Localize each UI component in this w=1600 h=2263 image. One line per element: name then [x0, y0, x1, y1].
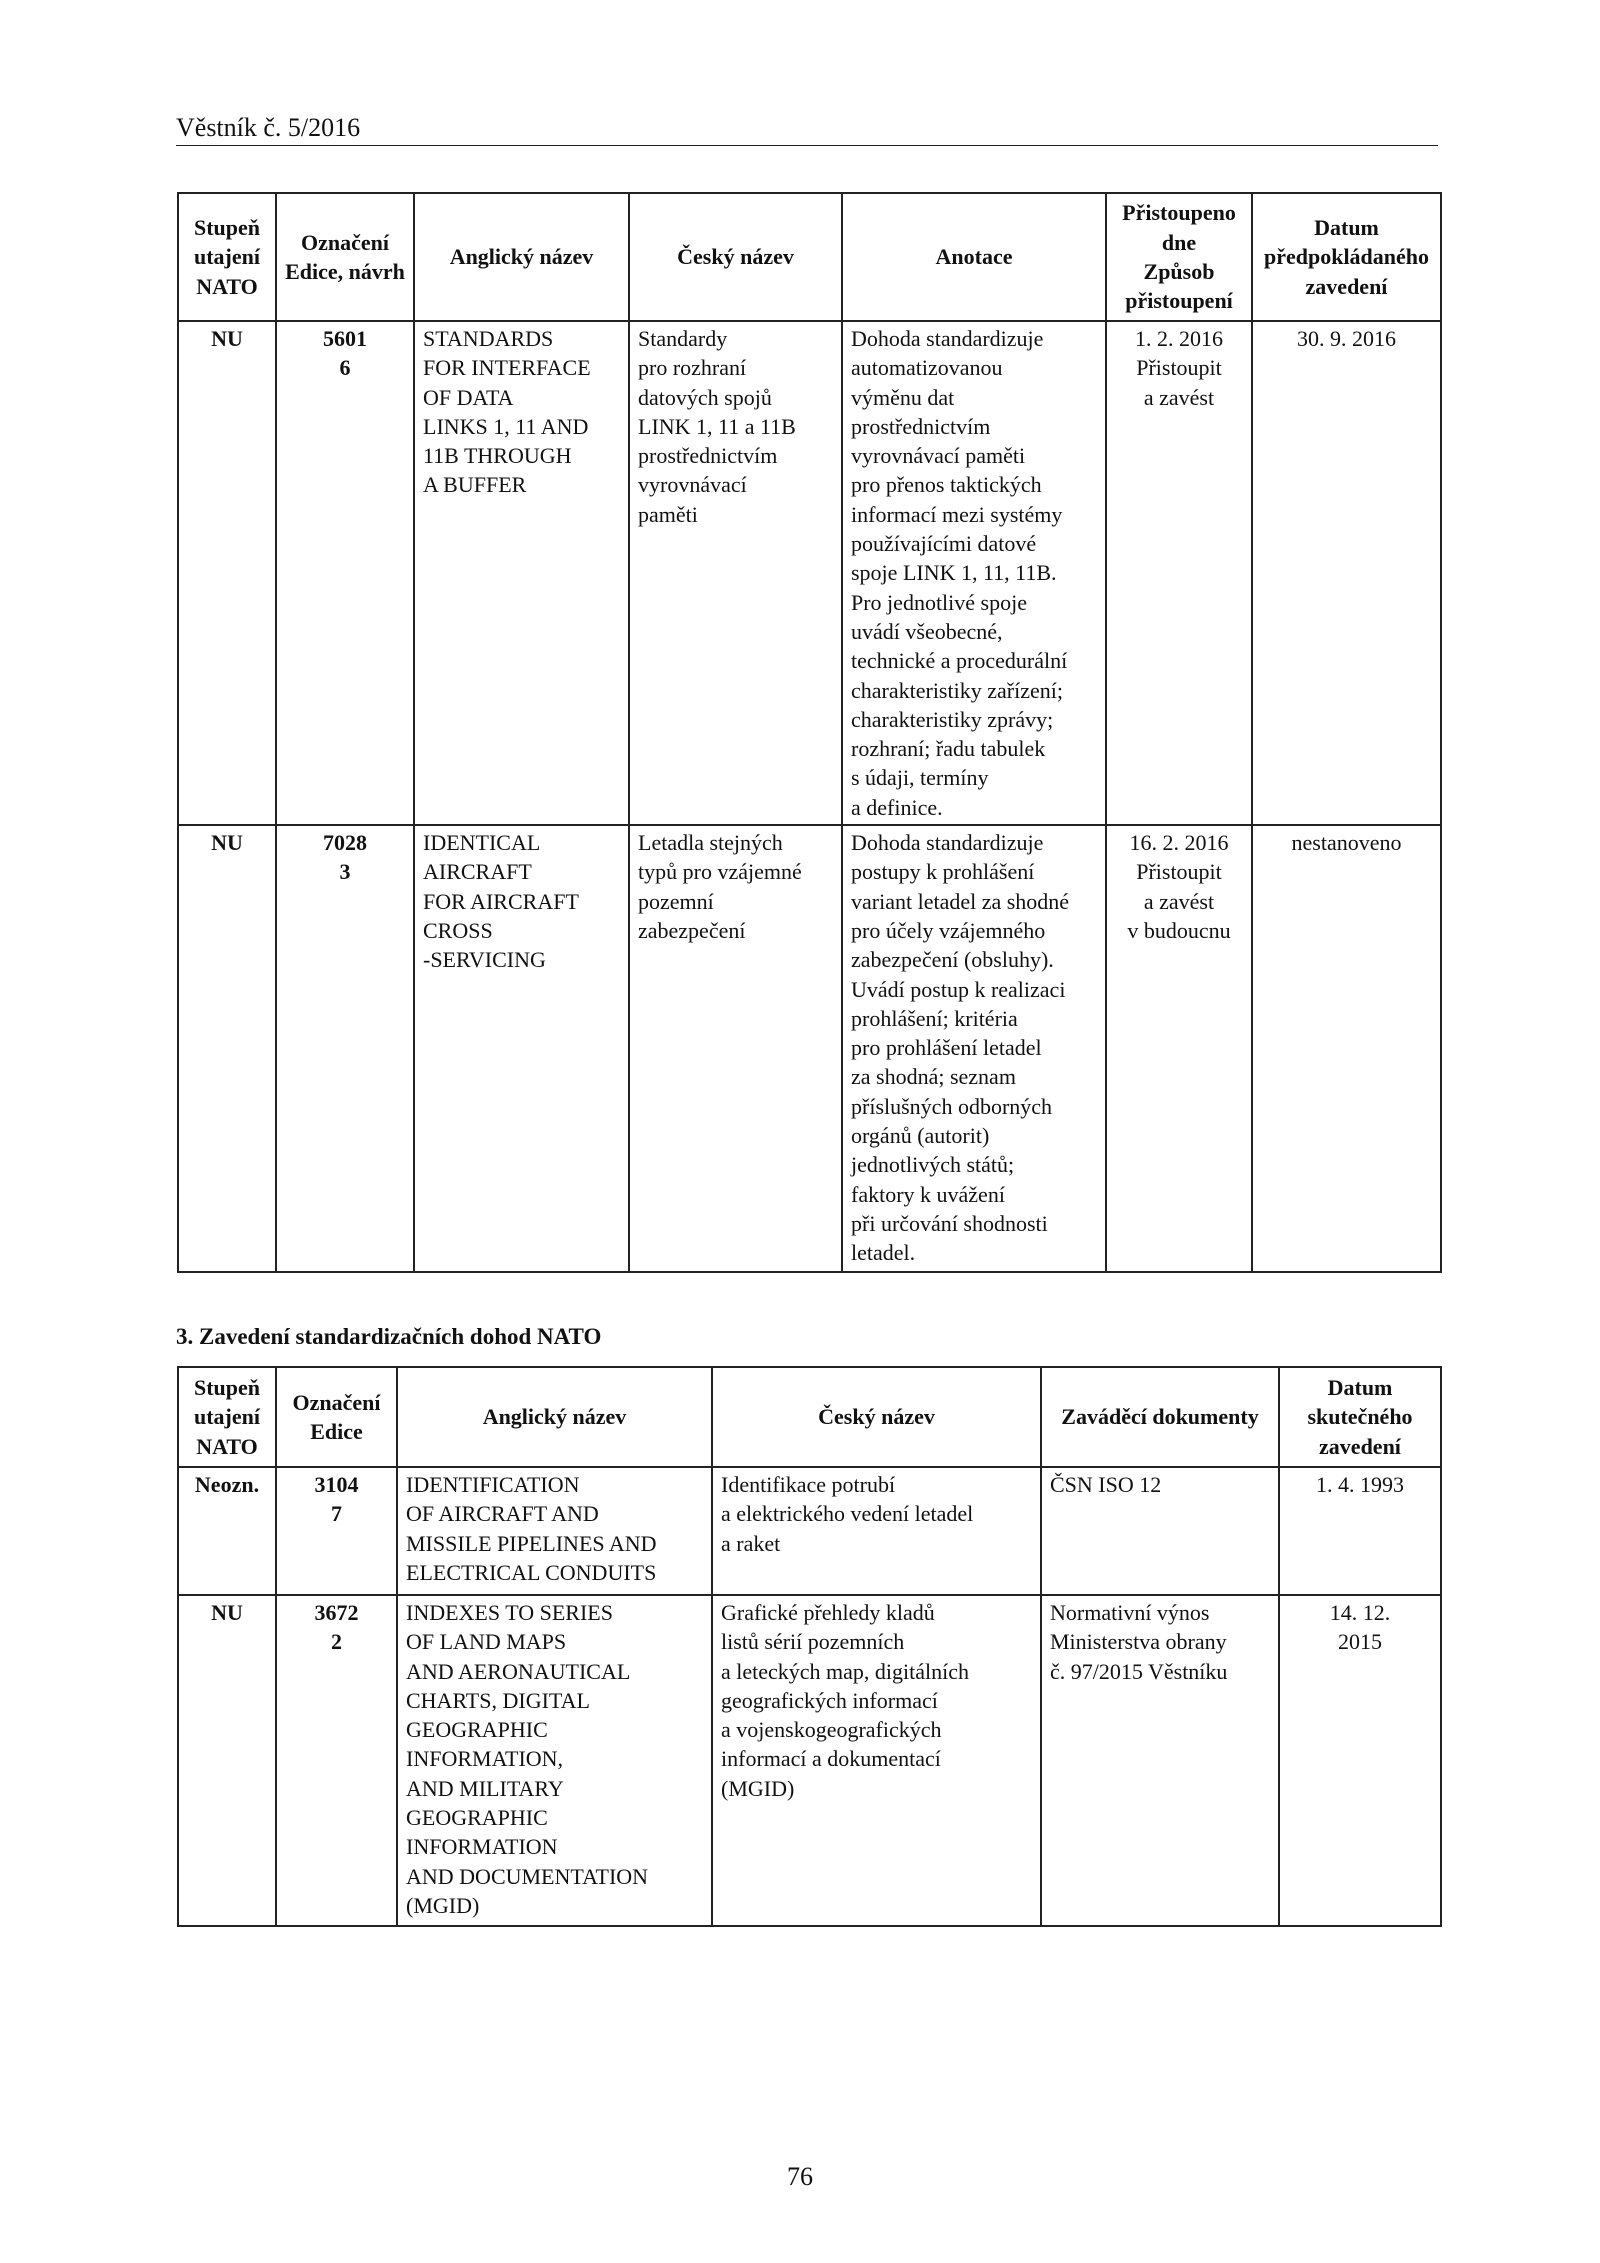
cell-cesky: Standardy pro rozhraní datových spojů LINK 1, 11 a 11B prostřednictvím vyrovnávací paměti [629, 321, 842, 825]
table-row [178, 1467, 1441, 1595]
header-stupen: Stupeň utajení NATO [178, 193, 276, 321]
cell-stupen: NU [178, 825, 276, 1272]
cell-anglicky: STANDARDS FOR INTERFACE OF DATA LINKS 1, 11 AND 11B THROUGH A BUFFER [414, 321, 629, 825]
header-datum: Datum předpokládaného zavedení [1252, 193, 1441, 321]
header-rule [176, 145, 1438, 146]
header-oznaceni: Označení Edice, návrh [276, 193, 414, 321]
cell-cesky: Letadla stejných typů pro vzájemné pozemní zabezpečení [629, 825, 842, 1272]
table-row [178, 1595, 1441, 1926]
cell-datum: 14. 12. 2015 [1279, 1595, 1441, 1926]
cell-cesky: Identifikace potrubí a elektrického vedení letadel a raket [712, 1467, 1041, 1595]
cell-dokumenty: ČSN ISO 12 [1041, 1467, 1279, 1595]
cell-anglicky: IDENTICAL AIRCRAFT FOR AIRCRAFT CROSS -SERVICING [414, 825, 629, 1272]
cell-anglicky: INDEXES TO SERIES OF LAND MAPS AND AERONAUTICAL CHARTS, DIGITAL GEOGRAPHIC INFORMATION, AND MILITARY GEOGRAPHIC INFORMATION AND DOCUMENTATION (MGID) [397, 1595, 712, 1926]
header-dokumenty: Zaváděcí dokumenty [1041, 1367, 1279, 1467]
cell-pristoupeno: 16. 2. 2016 Přistoupit a zavést v budoucnu [1106, 825, 1252, 1272]
header-anotace: Anotace [842, 193, 1106, 321]
cell-anotace: Dohoda standardizuje automatizovanou výměnu dat prostřednictvím vyrovnávací paměti pro přenos taktických informací mezi systémy používajícími datové spoje LINK 1, 11, 11B. Pro jednotlivé spoje uvádí všeobecné, technické a procedurální charakteristiky zařízení; charakteristiky zprávy; rozhraní; řadu tabulek s údaji, termíny a definice. [842, 321, 1106, 825]
header-oznaceni: Označení Edice [276, 1367, 397, 1467]
table-header-row [178, 1367, 1441, 1467]
cell-datum: 1. 4. 1993 [1279, 1467, 1441, 1595]
header-stupen: Stupeň utajení NATO [178, 1367, 276, 1467]
cell-oznaceni: 7028 3 [276, 825, 414, 1272]
cell-oznaceni: 3104 7 [276, 1467, 397, 1595]
header-pristoupeno: Přistoupeno dne Způsob přistoupení [1106, 193, 1252, 321]
cell-stupen: NU [178, 1595, 276, 1926]
cell-anglicky: IDENTIFICATION OF AIRCRAFT AND MISSILE PIPELINES AND ELECTRICAL CONDUITS [397, 1467, 712, 1595]
cell-anotace: Dohoda standardizuje postupy k prohlášení variant letadel za shodné pro účely vzájemného zabezpečení (obsluhy). Uvádí postup k realizaci prohlášení; kritéria pro prohlášení letadel za shodná; seznam příslušných odborných orgánů (autorit) jednotlivých států; faktory k uvážení při určování shodnosti letadel. [842, 825, 1106, 1272]
header-anglicky: Anglický název [397, 1367, 712, 1467]
table-header-row [178, 193, 1441, 321]
stanag-implementation-table [177, 1366, 1442, 1927]
cell-stupen: NU [178, 321, 276, 825]
table-row [178, 825, 1441, 1272]
section-title: 3. Zavedení standardizačních dohod NATO [176, 1324, 602, 1349]
header-anglicky: Anglický název [414, 193, 629, 321]
cell-datum: nestanoveno [1252, 825, 1441, 1272]
table-row [178, 321, 1441, 825]
cell-oznaceni: 3672 2 [276, 1595, 397, 1926]
document-header: Věstník č. 5/2016 [176, 113, 361, 142]
header-cesky: Český název [712, 1367, 1041, 1467]
header-datum: Datum skutečného zavedení [1279, 1367, 1441, 1467]
cell-dokumenty: Normativní výnos Ministerstva obrany č. 97/2015 Věstníku [1041, 1595, 1279, 1926]
stanag-accession-table [177, 192, 1442, 1273]
cell-datum: 30. 9. 2016 [1252, 321, 1441, 825]
header-cesky: Český název [629, 193, 842, 321]
cell-stupen: Neozn. [178, 1467, 276, 1595]
cell-pristoupeno: 1. 2. 2016 Přistoupit a zavést [1106, 321, 1252, 825]
page-number: 76 [787, 2162, 813, 2191]
cell-oznaceni: 5601 6 [276, 321, 414, 825]
cell-cesky: Grafické přehledy kladů listů sérií pozemních a leteckých map, digitálních geografických informací a vojenskogeografických informací a dokumentací (MGID) [712, 1595, 1041, 1926]
